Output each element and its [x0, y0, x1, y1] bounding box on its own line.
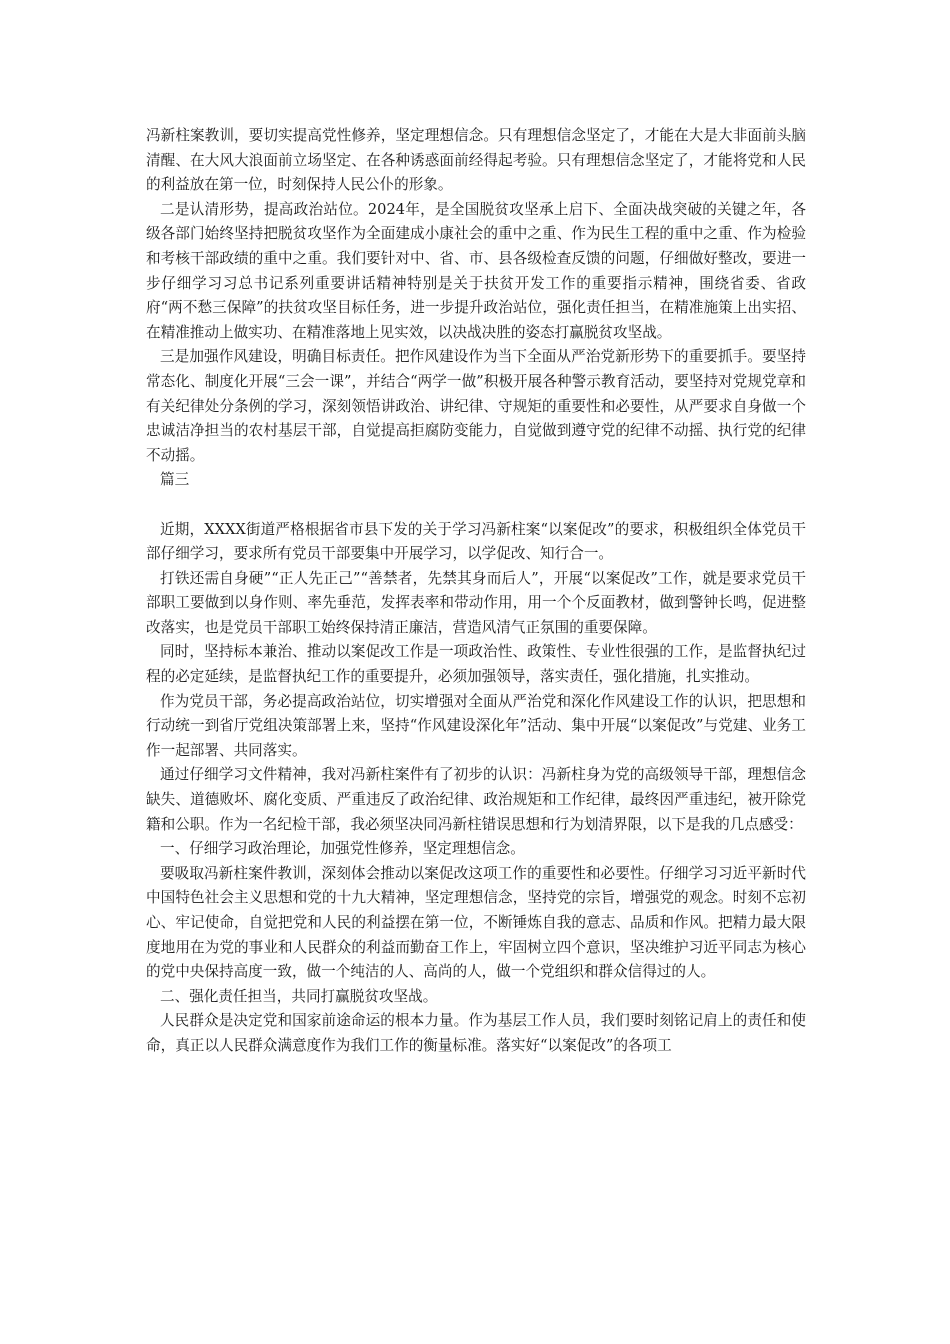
subheading: 一、仔细学习政治理论，加强党性修养，坚定理想信念。 [160, 840, 525, 858]
section-title: 篇三 [160, 471, 190, 489]
paragraph: 作为党员干部，务必提高政治站位，切实增强对全面从严治党和深化作风建设工作的认识，把思想和行动统一到省厅党组决策部署上来，坚持“作风建设深化年”活动、集中开展“以案促改”与党建、业务工作一起部署、共同落实。 [146, 692, 806, 759]
paragraph: 打铁还需自身硬”“正人先正己”“善禁者，先禁其身而后人”，开展“以案促改”工作，就是要求党员干部职工要做到以身作则、率先垂范，发挥表率和带动作用，用一个个反面教材，做到警钟长鸣，促进整改落实，也是党员干部职工始终保持清正廉洁，营造风清气正氛围的重要保障。 [146, 569, 806, 636]
paragraph: 冯新柱案教训，要切实提高党性修养，坚定理想信念。只有理想信念坚定了，才能在大是大非面前头脑清醒、在大风大浪面前立场坚定、在各种诱惑面前经得起考验。只有理想信念坚定了，才能将党和人民的利益放在第一位，时刻保持人民公仆的形象。 [146, 127, 806, 194]
paragraph: 通过仔细学习文件精神，我对冯新柱案件有了初步的认识：冯新柱身为党的高级领导干部，理想信念缺失、道德败坏、腐化变质、严重违反了政治纪律、政治规矩和工作纪律，最终因严重违纪，被开除党籍和公职。作为一名纪检干部，我必须坚决同冯新柱错误思想和行为划清界限，以下是我的几点感受： [146, 766, 806, 833]
document-body [146, 124, 806, 1059]
paragraph: 人民群众是决定党和国家前途命运的根本力量。作为基层工作人员，我们要时刻铭记肩上的责任和使命，真正以人民群众满意度作为我们工作的衡量标准。落实好“以案促改”的各项工 [146, 1012, 806, 1054]
paragraph: 要吸取冯新柱案件教训，深刻体会推动以案促改这项工作的重要性和必要性。仔细学习习近平新时代中国特色社会主义思想和党的十九大精神，坚定理想信念，坚持党的宗旨，增强党的观念。时刻不忘初心、牢记使命，自觉把党和人民的利益摆在第一位，不断锤炼自我的意志、品质和作风。把精力最大限度地用在为党的事业和人民群众的利益而勤奋工作上，牢固树立四个意识，坚决维护习近平同志为核心的党中央保持高度一致，做一个纯洁的人、高尚的人，做一个党组织和群众信得过的人。 [146, 864, 806, 981]
paragraph: 同时，坚持标本兼治、推动以案促改工作是一项政治性、政策性、专业性很强的工作，是监督执纪过程的必定延续，是监督执纪工作的重要提升，必须加强领导，落实责任，强化措施，扎实推动。 [146, 643, 806, 686]
subheading: 二、强化责任担当，共同打赢脱贫攻坚战。 [160, 987, 438, 1005]
paragraph: 二是认清形势，提高政治站位。2024年，是全国脱贫攻坚承上启下、全面决战突破的关键之年，各级各部门始终坚持把脱贫攻坚作为全面建成小康社会的重中之重、作为民生工程的重中之重、作为检验和考核干部政绩的重中之重。我们要针对中、省、市、县各级检查反馈的问题，仔细做好整改，要进一步仔细学习习总书记系列重要讲话精神特别是关于扶贫开发工作的重要指示精神，围绕省委、省政府“两不愁三保障”的扶贫攻坚目标任务，进一步提升政治站位，强化责任担当，在精准施策上出实招、在精准推动上做实功、在精准落地上见实效，以决战决胜的姿态打赢脱贫攻坚战。 [146, 200, 806, 341]
blank-line [146, 493, 806, 518]
paragraph: 近期，XXXX街道严格根据省市县下发的关于学习冯新柱案“以案促改”的要求，积极组织全体党员干部仔细学习，要求所有党员干部要集中开展学习，以学促改、知行合一。 [146, 520, 806, 563]
paragraph: 三是加强作风建设，明确目标责任。把作风建设作为当下全面从严治党新形势下的重要抓手。要坚持常态化、制度化开展“三会一课”，并结合“两学一做”积极开展各种警示教育活动，要坚持对党规党章和有关纪律处分条例的学习，深刻领悟讲政治、讲纪律、守规矩的重要性和必要性，从严要求自身做一个忠诚洁净担当的农村基层干部，自觉提高拒腐防变能力，自觉做到遵守党的纪律不动摇、执行党的纪律不动摇。 [146, 348, 806, 464]
